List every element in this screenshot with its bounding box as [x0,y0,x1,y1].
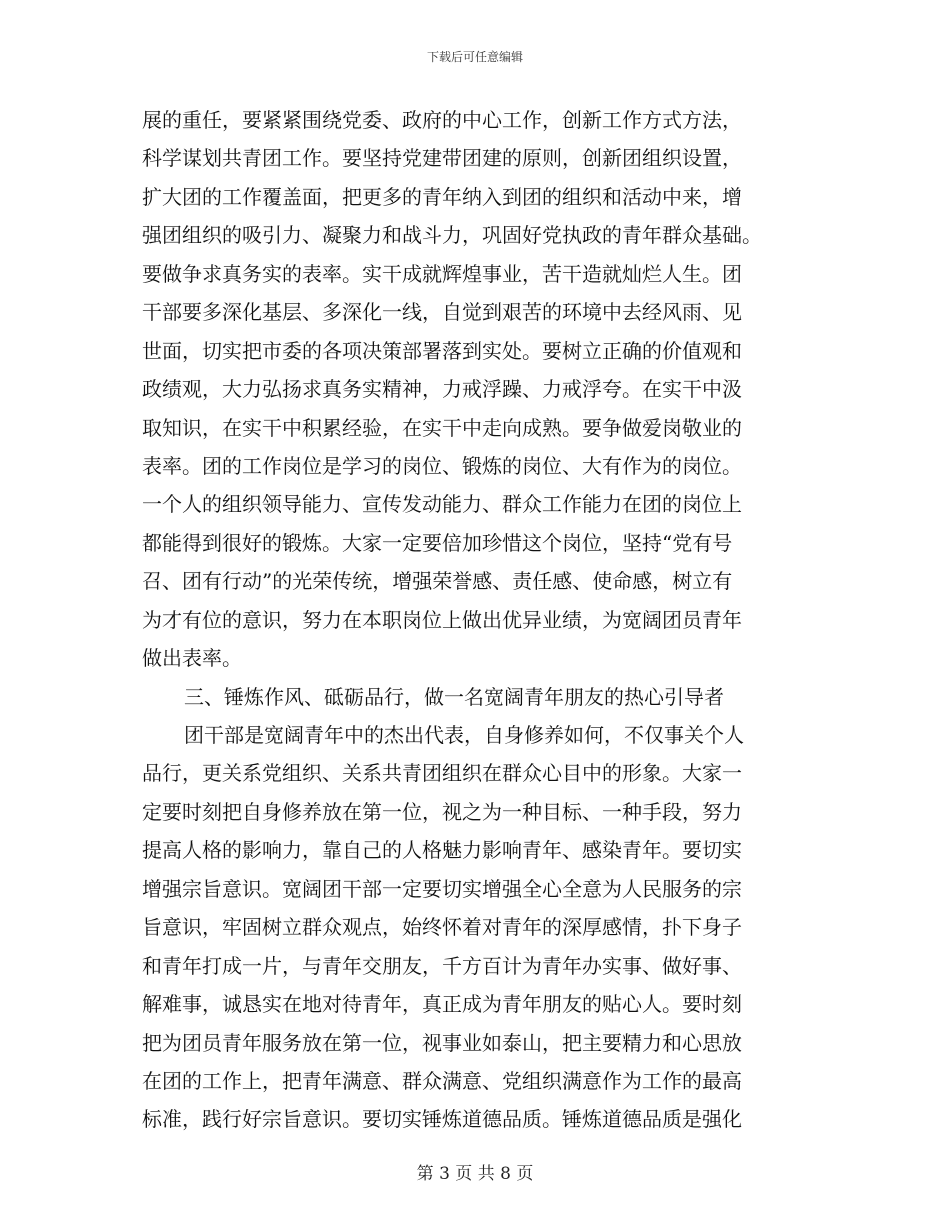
text-line: 展的重任，要紧紧围绕党委、政府的中心工作，创新工作方式方法， [142,108,742,132]
text-line: 三、锤炼作风、砥砺品行，做一名宽阔青年朋友的热心引导者 [184,684,724,709]
text-line: 旨意识，牢固树立群众观点，始终怀着对青年的深厚感情，扑下身子 [142,915,742,940]
text-line: 表率。团的工作岗位是学习的岗位、锻炼的岗位、大有作为的岗位。 [142,453,742,478]
text-line: 标准，践行好宗旨意识。要切实锤炼道德品质。锤炼道德品质是强化 [142,1107,742,1132]
page-header: 下载后可任意编辑 [426,50,523,64]
text-line: 做出表率。 [142,646,242,671]
text-line: 定要时刻把自身修养放在第一位，视之为一种目标、一种手段，努力 [142,799,742,824]
text-line: 品行，更关系党组织、关系共青团组织在群众心目中的形象。大家一 [142,761,742,786]
text-line: 科学谋划共青团工作。要坚持党建带团建的原则，创新团组织设置， [142,146,742,171]
text-line: 把为团员青年服务放在第一位，视事业如泰山，把主要精力和心思放 [142,1030,742,1055]
text-line: 和青年打成一片，与青年交朋友，千方百计为青年办实事、做好事、 [142,953,742,978]
text-line: 团干部是宽阔青年中的杰出代表，自身修养如何，不仅事关个人 [184,723,744,747]
text-line: 取知识，在实干中积累经验，在实干中走向成熟。要争做爱岗敬业的 [142,415,742,440]
text-line: 为才有位的意识，努力在本职岗位上做出优异业绩，为宽阔团员青年 [142,607,742,632]
text-line: 干部要多深化基层、多深化一线，自觉到艰苦的环境中去经风雨、见 [142,300,742,325]
page-number-footer: 第 3 页 共 8 页 [416,1164,534,1184]
text-line: 要做争求真务实的表率。实干成就辉煌事业，苦干造就灿烂人生。团 [142,261,742,286]
text-line: 世面，切实把市委的各项决策部署落到实处。要树立正确的价值观和 [142,338,742,363]
text-line: 解难事，诚恳实在地对待青年，真正成为青年朋友的贴心人。要时刻 [142,992,742,1017]
text-line: 扩大团的工作覆盖面，把更多的青年纳入到团的组织和活动中来，增 [142,184,742,209]
text-line: 增强宗旨意识。宽阔团干部一定要切实增强全心全意为人民服务的宗 [142,876,742,901]
text-line: 提高人格的影响力，靠自己的人格魅力影响青年、感染青年。要切实 [142,838,742,863]
text-line: 政绩观，大力弘扬求真务实精神，力戒浮躁、力戒浮夸。在实干中汲 [142,377,742,402]
text-line: 一个人的组织领导能力、宣传发动能力、群众工作能力在团的岗位上 [142,492,742,517]
text-line: 在团的工作上，把青年满意、群众满意、党组织满意作为工作的最高 [142,1068,742,1093]
text-line: 召、团有行动”的光荣传统，增强荣誉感、责任感、使命感，树立有 [142,569,733,594]
text-line: 都能得到很好的锻炼。大家一定要倍加珍惜这个岗位，坚持“党有号 [142,530,733,555]
document-body [142,101,832,1139]
text-line: 强团组织的吸引力、凝聚力和战斗力，巩固好党执政的青年群众基础。 [142,223,762,248]
